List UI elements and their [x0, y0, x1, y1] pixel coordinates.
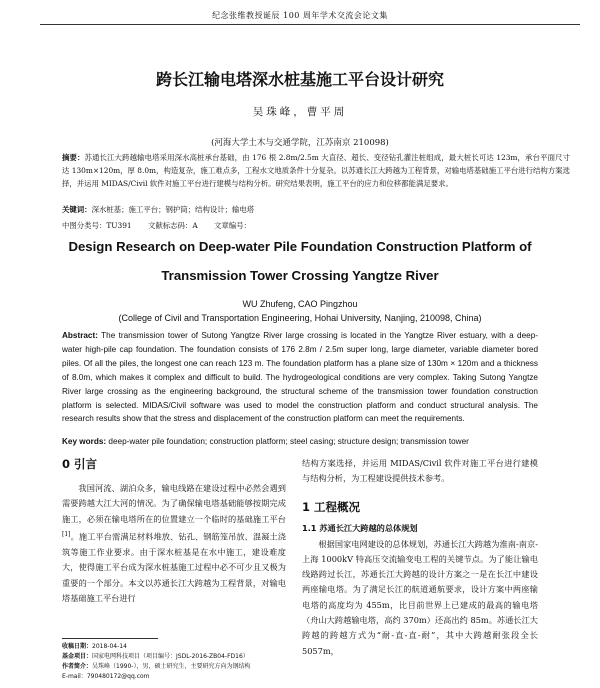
english-title-line-1: Design Research on Deep-water Pile Foundation Construction Platform of: [68, 239, 532, 254]
author-text: 吴珠峰（1990-），男，硕士研究生，主要研究方向为钢结构: [92, 663, 251, 670]
chinese-keywords-text: 深水桩基；施工平台；钢护筒；结构设计；输电塔: [91, 205, 255, 214]
fund-label: 基金项目：: [62, 653, 93, 660]
english-affiliation: (College of Civil and Transportation Engineering, Hohai University, Nanjing, 210098, China): [118, 313, 482, 323]
email-label: E-mail：: [62, 673, 87, 680]
chinese-abstract-label: 摘要：: [62, 153, 85, 162]
document-code: 文献标志码：A: [147, 221, 198, 230]
chinese-title: 跨长江输电塔深水桩基施工平台设计研究: [155, 70, 444, 89]
chinese-abstract-text: 苏通长江大跨越输电塔采用深水高桩承台基础，由 176 根 2.8m/2.5m 大直径、超长、变径钻孔灌注桩组成，最大桩长可达 123m，承台平面尺寸达 130m×120m，厚 8.0m，构造复杂，施工难点多，工程水文地质条件十分复杂。以苏通长江大跨越为工程背景，对输电塔基础施工平台进行结构方案选择，并运用 MIDAS/Civil 软件对施工平台进行建模与结构分析。研究结果表明，施工平台的应力和位移都能满足要求。: [62, 153, 570, 188]
subsection-1-1-paragraph: 根据国家电网建设的总体规划，苏通长江大跨越为淮南-南京-上海 1000kV 特高压交流输变电工程的关键节点。为了能让输电线路跨过长江，苏通长江大跨越的设计方案之一是在长江中建设两座输电塔。为了满足长江的航道通航要求，设计方案中两座输电塔的高度均为 455m，比目前世界上已建成的最高的输电塔（舟山大跨越输电塔，高约 370m）还高出约 85m。苏通长江大跨越的跨越方式为“耐-直-直-耐”，其中大跨越耐张段全长 5057m，: [302, 538, 538, 656]
chinese-keywords: [62, 204, 570, 215]
section-0-heading: 0 引言: [62, 457, 98, 471]
footnote-received: [62, 642, 298, 652]
english-keywords-label: Key words:: [62, 437, 107, 446]
clc-number: 中图分类号：TU391: [62, 221, 132, 230]
header-rule: [40, 24, 580, 25]
english-keywords: [62, 437, 538, 446]
article-number: 文章编号：: [214, 221, 251, 230]
fund-text: 国家电网科技项目（项目编号：JSDL-2016-ZB04-FD16）: [92, 653, 249, 660]
intro-continuation: 结构方案选择，并运用 MIDAS/Civil 软件对施工平台进行建模与结构分析，为工程建设提供技术参考。: [302, 458, 538, 484]
english-abstract-label: Abstract:: [62, 331, 98, 340]
email-address[interactable]: 790480172@qq.com: [86, 673, 150, 680]
classification-line: [62, 220, 570, 231]
running-head: 纪念张维教授诞辰 100 周年学术交流会论文集: [212, 11, 388, 20]
chinese-authors: 吴珠峰，曹平周: [252, 106, 348, 118]
intro-text-cont: 。施工平台需满足材料堆放、钻孔、钢筋笼吊放、混凝土浇筑等施工作业要求。由于深水桩基是在水中施工，建设难度大，使得施工平台成为深水桩基施工过程中必不可少且又极为重要的一个部分。本文以苏通长江大跨越为工程背景，对输电塔基础施工平台进行: [62, 531, 286, 603]
english-abstract-text: The transmission tower of Sutong Yangtze River large crossing is located in the Yangtze River estuary, with a deep-water high-pile cap foundation. The foundation consists of 176 2.8m / 2.5m super long, large diameter, variable diameter bored piles. Of all the piles, the longest one can reach 123 m. The foundation platform has a plane size of 130m × 120m and a thickness of 8.0m, which makes it complex and difficult to build. The hydrogeological conditions are very complex. Taking Sutong Yangtze River large crossing as the engineering background, the structural scheme of the transmission tower foundation construction platform is selected. MIDAS/Civil software was used to model the construction platform and conduct structural analysis. The research results show that the stress and displacement of the construction platform can meet the requirements.: [62, 331, 538, 424]
footnote-email: [62, 672, 298, 682]
section-0-paragraph: [62, 481, 286, 606]
intro-text: 我国河流、湖泊众多，输电线路在建设过程中必然会遇到需要跨越大江大河的情况。为了确保输电塔基础能够按期完成施工，必须在输电塔所在的位置建立一个临时的基础施工平台: [62, 483, 286, 524]
footnotes: [62, 642, 298, 682]
english-title-line-2: Transmission Tower Crossing Yangtze River: [161, 268, 439, 283]
footnote-author: [62, 662, 298, 672]
left-column: [62, 456, 286, 606]
chinese-abstract: [62, 151, 570, 190]
english-keywords-text: deep-water pile foundation; construction platform; steel casing; structure design; transmission tower: [108, 437, 469, 446]
footnote-fund: [62, 652, 298, 662]
english-abstract: [62, 329, 538, 426]
citation-1: [1]: [62, 530, 71, 538]
footnote-rule: [62, 638, 158, 639]
chinese-keywords-label: 关键词：: [62, 205, 92, 214]
received-date: 2018-04-14: [92, 643, 127, 650]
chinese-affiliation: (河海大学土木与交通学院，江苏南京 210098): [211, 138, 389, 148]
subsection-1-1-heading: 1.1 苏通长江大跨越的总体规划: [302, 522, 418, 533]
section-1-heading: 1 工程概况: [302, 499, 361, 514]
received-label: 收稿日期：: [62, 643, 93, 650]
right-column: [302, 456, 538, 659]
author-label: 作者简介：: [62, 663, 93, 670]
english-authors: WU Zhufeng, CAO Pingzhou: [242, 299, 358, 309]
